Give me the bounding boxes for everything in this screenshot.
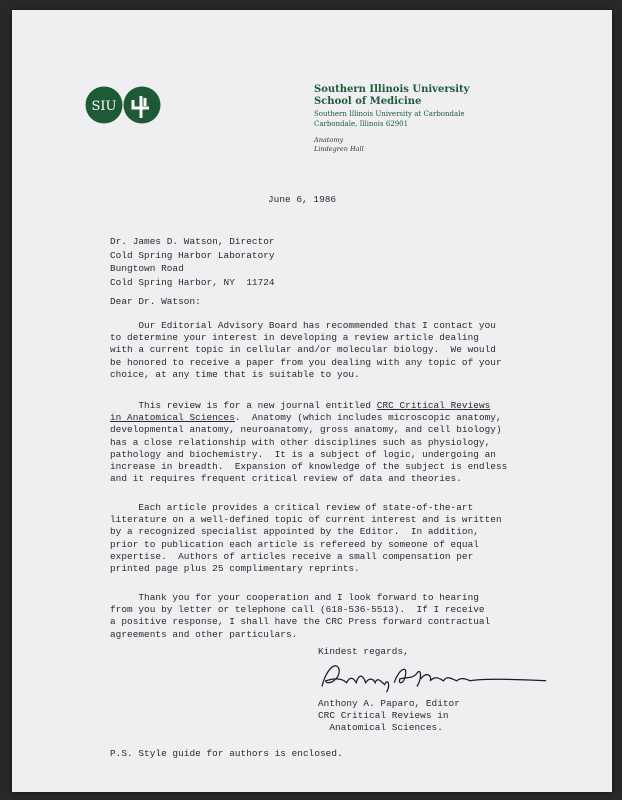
letter-date: June 6, 1986 <box>268 194 337 205</box>
text-line: developmental anatomy, neuroanatomy, gross anatomy, and cell biology) <box>110 424 502 436</box>
journal-title: CRC Critical Reviews <box>376 400 491 411</box>
closing: Kindest regards, <box>318 646 409 657</box>
text-line: literature on a well-defined topic of current interest and is written <box>110 514 502 526</box>
university-name: Southern Illinois University <box>314 84 470 95</box>
text-line: a positive response, I shall have the CRC Press forward contractual <box>110 616 491 628</box>
school-name: School of Medicine <box>314 96 422 107</box>
text-line: Each article provides a critical review of state-of-the-art <box>110 502 474 513</box>
signer-line: CRC Critical Reviews in <box>318 710 449 722</box>
text-line: Our Editorial Advisory Board has recommended that I contact you <box>110 320 496 331</box>
text-line: pathology and biochemistry. It is a subject of logic, undergoing an <box>110 448 496 460</box>
text-line: from you by letter or telephone call (618-536-5513). If I receive <box>110 604 485 616</box>
text-line: has a close relationship with other disciplines such as physiology, <box>110 436 491 448</box>
text-line: . Anatomy (which includes microscopic anatomy, <box>234 412 502 424</box>
department: Anatomy <box>314 136 344 144</box>
text-line: by a recognized specialist appointed by the Editor. In addition, <box>110 526 479 538</box>
recipient-address <box>110 236 275 290</box>
campus-name: Southern Illinois University at Carbondale <box>314 110 465 118</box>
text-line: This review is for a new journal entitled <box>110 400 377 411</box>
signer-block <box>318 698 460 735</box>
text-line: agreements and other particulars. <box>110 628 298 640</box>
text-line: with a current topic in cellular and/or molecular biology. We would <box>110 344 496 356</box>
handwritten-signature <box>312 658 557 696</box>
paragraph-4 <box>110 592 490 641</box>
text-line: choice, at any time that is suitable to you. <box>110 368 360 380</box>
text-line: expertise. Authors of articles receive a small compensation per <box>110 550 474 562</box>
address-line: Cold Spring Harbor, NY 11724 <box>110 276 275 288</box>
paragraph-2 <box>110 400 507 485</box>
salutation: Dear Dr. Watson: <box>110 296 201 307</box>
building: Lindegren Hall <box>314 145 364 153</box>
text-line: to determine your interest in developing a review article dealing <box>110 332 479 344</box>
paragraph-3 <box>110 502 502 575</box>
siu-logo <box>85 86 161 124</box>
text-line: Thank you for your cooperation and I look forward to hearing <box>110 592 479 603</box>
address-line: Dr. James D. Watson, Director <box>110 236 275 247</box>
postscript: P.S. Style guide for authors is enclosed. <box>110 748 343 759</box>
text-line: be honored to receive a paper from you dealing with any topic of your <box>110 356 502 368</box>
paragraph-1 <box>110 320 502 381</box>
signer-line: Anatomical Sciences. <box>318 722 443 734</box>
svg-text:SIU: SIU <box>91 99 117 114</box>
address-line: Bungtown Road <box>110 263 184 275</box>
text-line: and it requires frequent critical review of data and theories. <box>110 473 462 485</box>
campus-city: Carbondale, Illinois 62901 <box>314 119 409 128</box>
address-line: Cold Spring Harbor Laboratory <box>110 249 275 261</box>
signer-line: Anthony A. Paparo, Editor <box>318 698 460 709</box>
text-line: printed page plus 25 complimentary reprints. <box>110 562 360 574</box>
text-line: increase in breadth. Expansion of knowledge of the subject is endless <box>110 460 508 472</box>
journal-title: in Anatomical Sciences <box>110 412 235 424</box>
text-line: prior to publication each article is refereed by someone of equal <box>110 538 479 550</box>
